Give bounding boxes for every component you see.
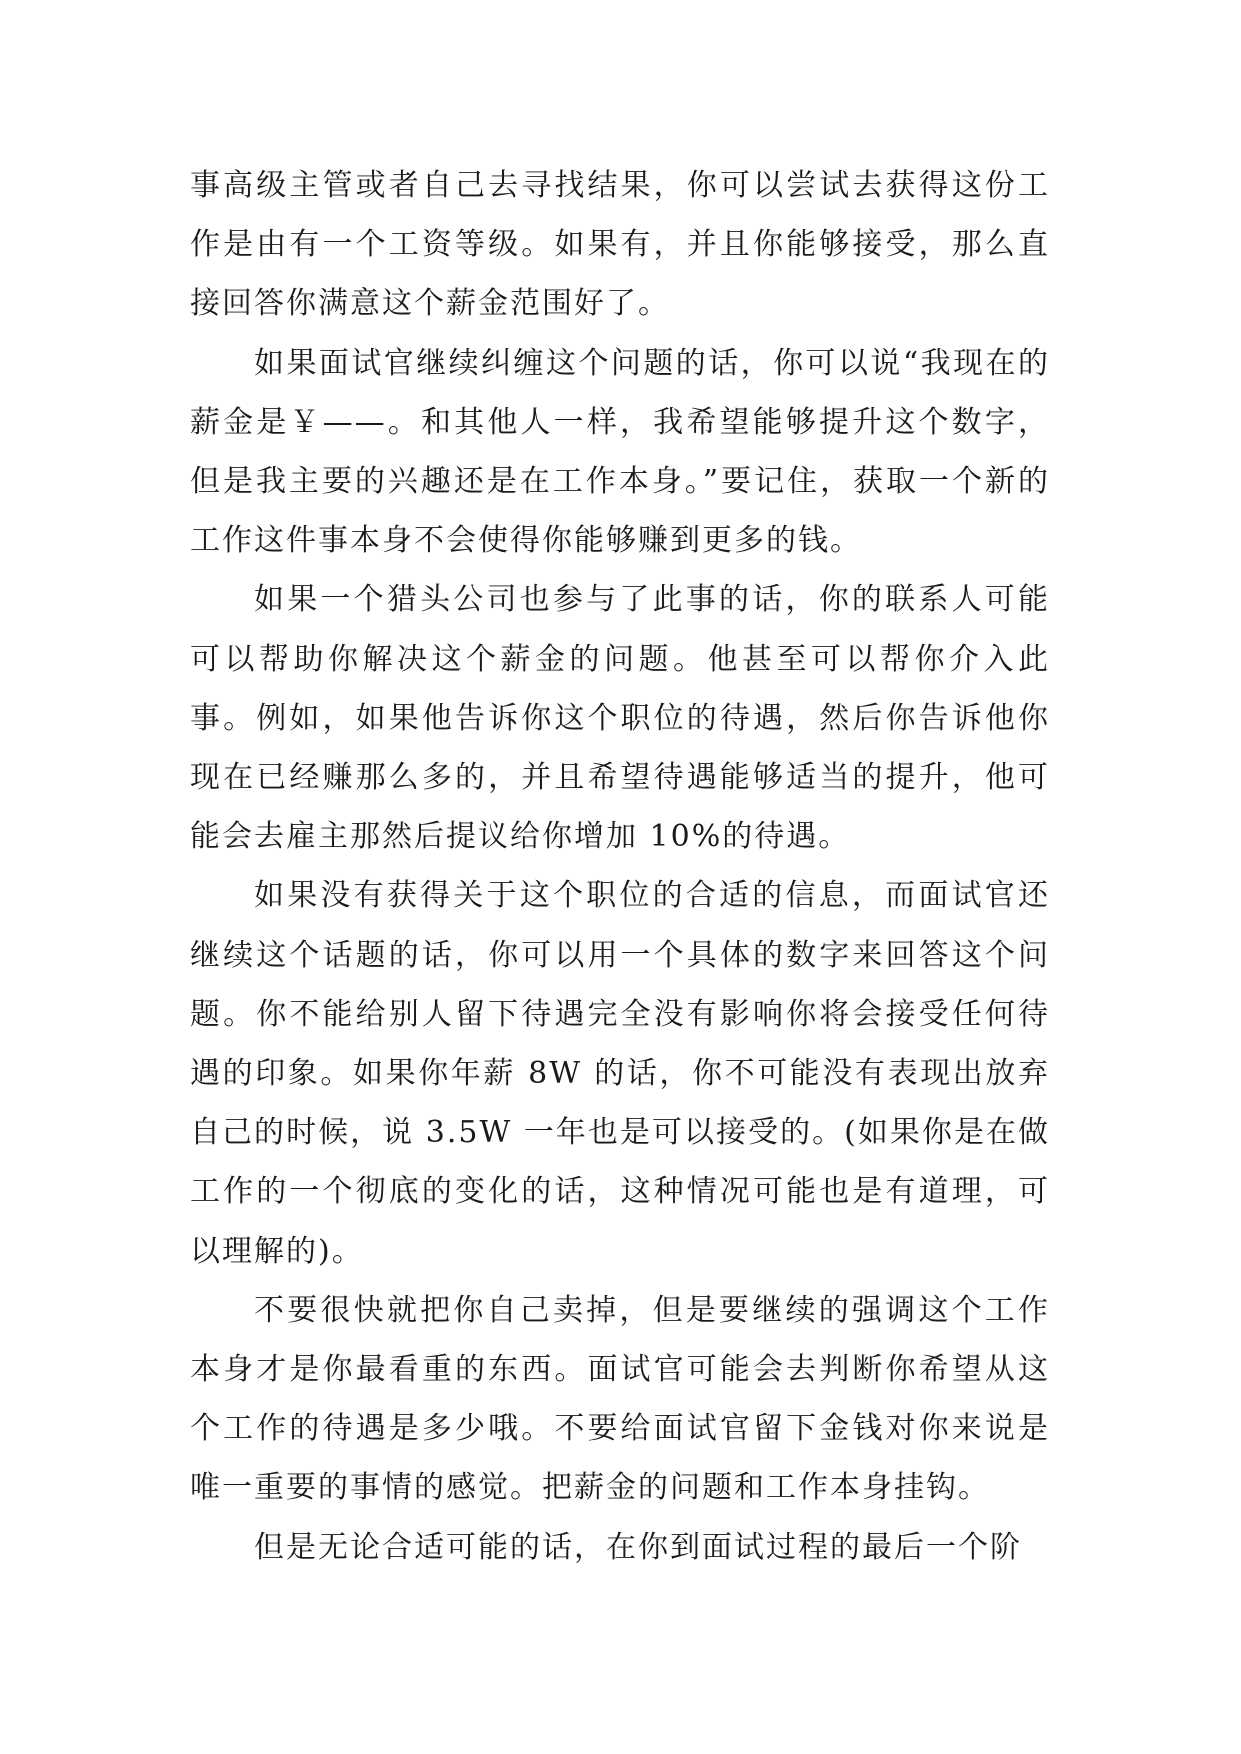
paragraph-1: 事高级主管或者自己去寻找结果，你可以尝试去获得这份工作是由有一个工资等级。如果有，并且你能够接受，那么直接回答你满意这个薪金范围好了。	[190, 168, 1050, 322]
paragraph-6: 但是无论合适可能的话，在你到面试过程的最后一个阶	[254, 1529, 1022, 1565]
document-body	[190, 156, 1050, 1577]
paragraph-5: 不要很快就把你自己卖掉，但是要继续的强调这个工作本身才是你最看重的东西。面试官可能会去判断你希望从这个工作的待遇是多少哦。不要给面试官留下金钱对你来说是唯一重要的事情的感觉。把薪金的问题和工作本身挂钩。	[190, 1292, 1050, 1506]
paragraph-4: 如果没有获得关于这个职位的合适的信息，而面试官还继续这个话题的话，你可以用一个具体的数字来回答这个问题。你不能给别人留下待遇完全没有影响你将会接受任何待遇的印象。如果你年薪 8W 的话，你不可能没有表现出放弃自己的时候，说 3.5W 一年也是可以接受的。(如果你是在做工作的一个彻底的变化的话，这种情况可能也是有道理，可以理解的)。	[190, 878, 1050, 1269]
paragraph-2: 如果面试官继续纠缠这个问题的话，你可以说“我现在的薪金是￥——。和其他人一样，我希望能够提升这个数字，但是我主要的兴趣还是在工作本身。”要记住，获取一个新的工作这件事本身不会使得你能够赚到更多的钱。	[190, 345, 1050, 559]
paragraph-3: 如果一个猎头公司也参与了此事的话，你的联系人可能可以帮助你解决这个薪金的问题。他甚至可以帮你介入此事。例如，如果他告诉你这个职位的待遇，然后你告诉他你现在已经赚那么多的，并且希望待遇能够适当的提升，他可能会去雇主那然后提议给你增加 10%的待遇。	[190, 582, 1050, 855]
